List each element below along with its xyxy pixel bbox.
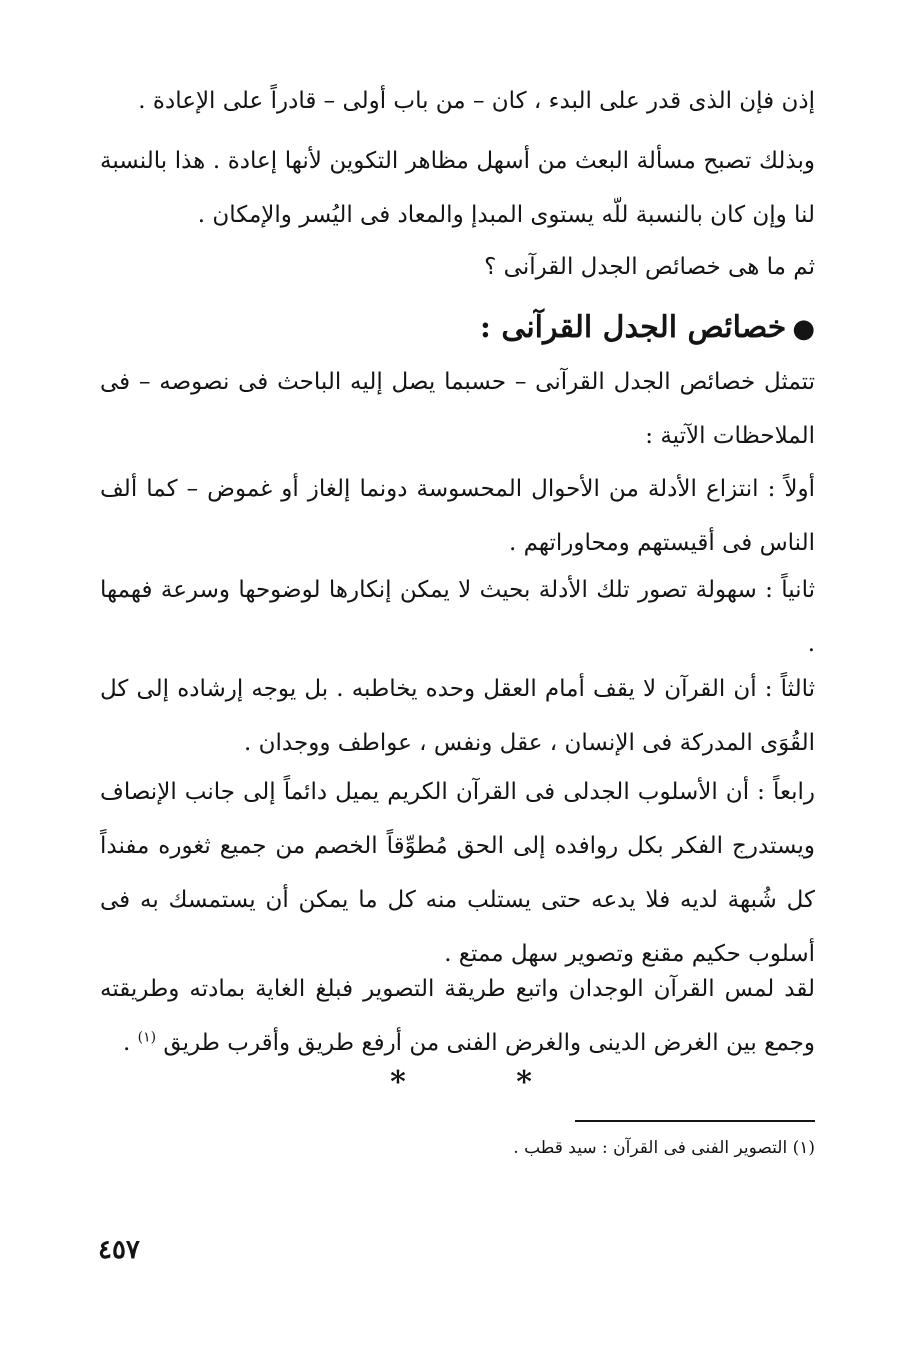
section-heading-text: خصائص الجدل القرآنى : [479,310,787,345]
footnote-divider [575,1120,815,1122]
section-separator: * * [390,1065,582,1100]
paragraph-question: ثم ما هى خصائص الجدل القرآنى ؟ [484,254,815,280]
paragraph-introduction: تتمثل خصائص الجدل القرآنى – حسبما يصل إليه الباحث فى نصوصه – فى الملاحظات الآتية : [100,369,815,449]
page-number: ٤٥٧ [98,1235,140,1265]
paragraph-conclusion-text: لقد لمس القرآن الوجدان واتبع طريقة التصوير فبلغ الغاية بمادته وطريقته وجمع بين الغرض الدينى والغرض الفنى من أرفع طريق وأقرب طريق [100,976,815,1056]
paragraph-second-point: ثانياً : سهولة تصور تلك الأدلة بحيث لا يمكن إنكارها لوضوحها وسرعة فهمها . [100,577,815,657]
paragraph-conclusion-end: . [123,1030,138,1056]
bullet-icon: ● [792,314,815,344]
paragraph-resurrection-ease: وبذلك تصبح مسألة البعث من أسهل مظاهر التكوين لأنها إعادة . هذا بالنسبة لنا وإن كان بالنسبة للّه يستوى المبدإ والمعاد فى اليُسر والإمكان . [100,148,815,228]
paragraph-fourth-point: رابعاً : أن الأسلوب الجدلى فى القرآن الكريم يميل دائماً إلى جانب الإنصاف ويستدرج الفكر بكل روافده إلى الحق مُطوِّقاً الخصم من جميع ثغوره مفنداً كل شُبهة لديه فلا يدعه حتى يستلب منه كل ما يمكن أن يستمسك به فى أسلوب حكيم مقنع وتصوير سهل ممتع . [100,779,815,967]
paragraph-first-point: أولاً : انتزاع الأدلة من الأحوال المحسوسة دونما إلغاز أو غموض – كما ألف الناس فى أقيستهم ومحاوراتهم . [100,476,815,556]
footnote: (١) التصوير الفنى فى القرآن : سيد قطب . [513,1138,815,1158]
paragraph-resurrection-conclusion: إذن فإن الذى قدر على البدء ، كان – من باب أولى – قادراً على الإعادة . [138,88,815,114]
section-heading [300,298,815,359]
paragraph-third-point: ثالثاً : أن القرآن لا يقف أمام العقل وحده يخاطبه . بل يوجه إرشاده إلى كل القُوَى المدركة فى الإنسان ، عقل ونفس ، عواطف ووجدان . [100,676,815,756]
footnote-reference[interactable]: (١) [137,1029,157,1046]
